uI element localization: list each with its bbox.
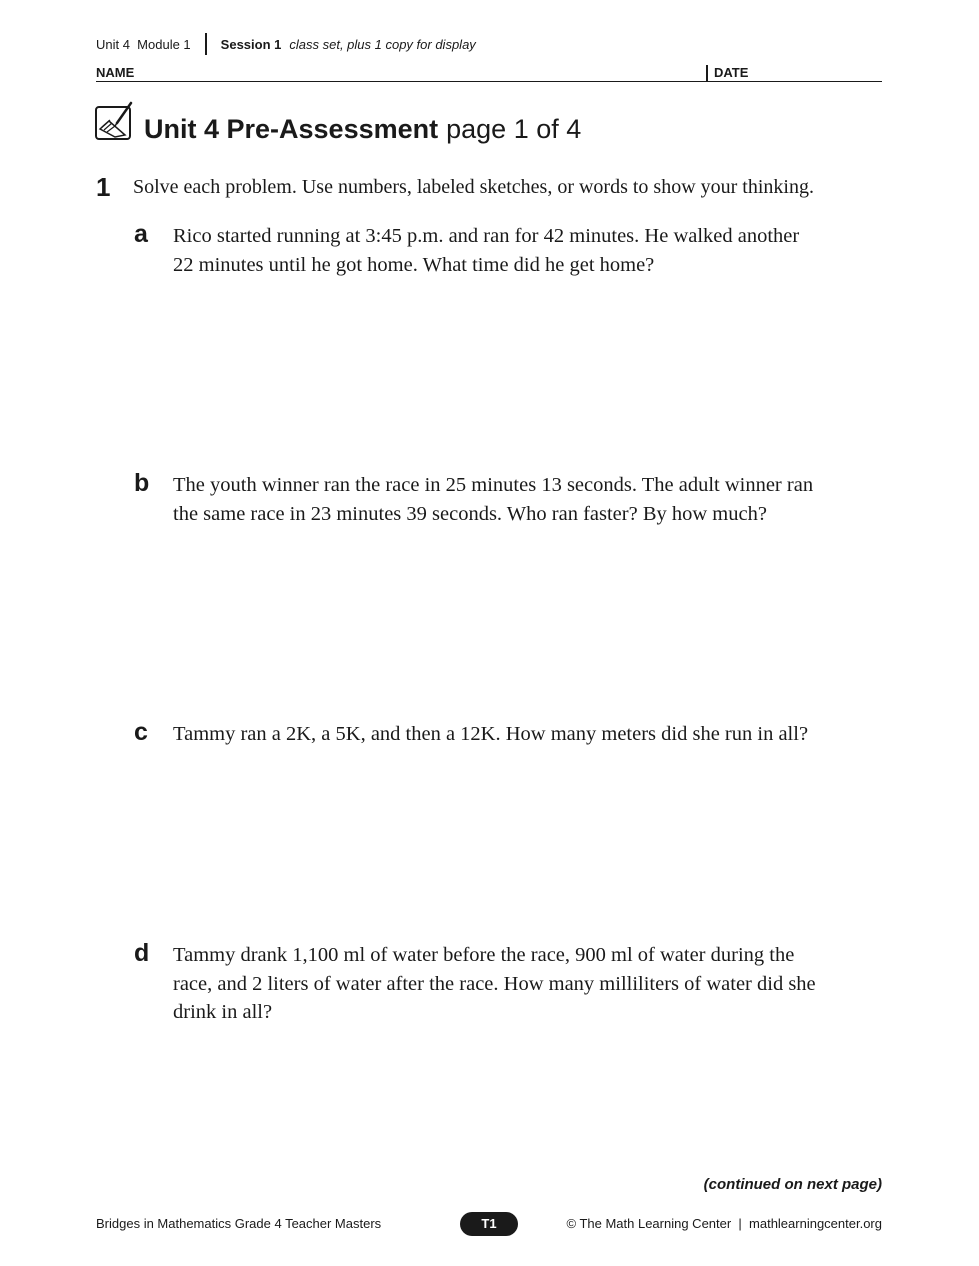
name-date-row	[96, 65, 882, 82]
page-id-badge: T1	[460, 1212, 518, 1236]
question-instruction: Solve each problem. Use numbers, labeled sketches, or words to show your thinking.	[133, 176, 814, 198]
part-a-line: Rico started running at 3:45 p.m. and ran for 42 minutes. He walked another	[173, 225, 800, 247]
part-d-label: d	[134, 939, 150, 967]
session-label: Session 1	[220, 36, 282, 52]
part-a-text	[173, 222, 878, 279]
part-c-text	[173, 720, 878, 749]
module-label: Unit 4 Module 1	[96, 36, 191, 52]
part-d-text	[173, 941, 878, 1027]
date-label: DATE	[706, 65, 748, 82]
part-a-label: a	[134, 220, 148, 248]
page-title	[144, 114, 581, 145]
name-label: NAME	[96, 65, 135, 80]
part-b-label: b	[134, 469, 150, 497]
page-header	[96, 33, 476, 55]
header-divider	[205, 33, 207, 55]
part-d-line: race, and 2 liters of water after the race. How many milliliters of water did she	[173, 972, 816, 995]
session-note: class set, plus 1 copy for display	[289, 36, 476, 52]
continued-note: (continued on next page)	[703, 1176, 882, 1193]
footer-copyright: © The Math Learning Center | mathlearningcenter.org	[566, 1216, 882, 1231]
part-d-line: Tammy drank 1,100 ml of water before the race, 900 ml of water during the	[173, 944, 795, 966]
part-d-line: drink in all?	[173, 1001, 273, 1023]
part-c-label: c	[134, 718, 148, 746]
part-c-line: Tammy ran a 2K, a 5K, and then a 12K. How many meters did she run in all?	[173, 723, 809, 745]
title-page: page 1 of 4	[446, 114, 582, 144]
part-b-line: the same race in 23 minutes 39 seconds. Who ran faster? By how much?	[173, 502, 767, 525]
part-b-text	[173, 471, 878, 528]
assessment-notepad-icon	[95, 101, 133, 141]
footer-publication: Bridges in Mathematics Grade 4 Teacher Masters	[96, 1216, 382, 1231]
question-number: 1	[96, 172, 111, 202]
title-main: Unit 4 Pre-Assessment	[144, 114, 439, 144]
part-b-line: The youth winner ran the race in 25 minutes 13 seconds. The adult winner ran	[173, 474, 814, 496]
part-a-line: 22 minutes until he got home. What time did he get home?	[173, 253, 655, 276]
